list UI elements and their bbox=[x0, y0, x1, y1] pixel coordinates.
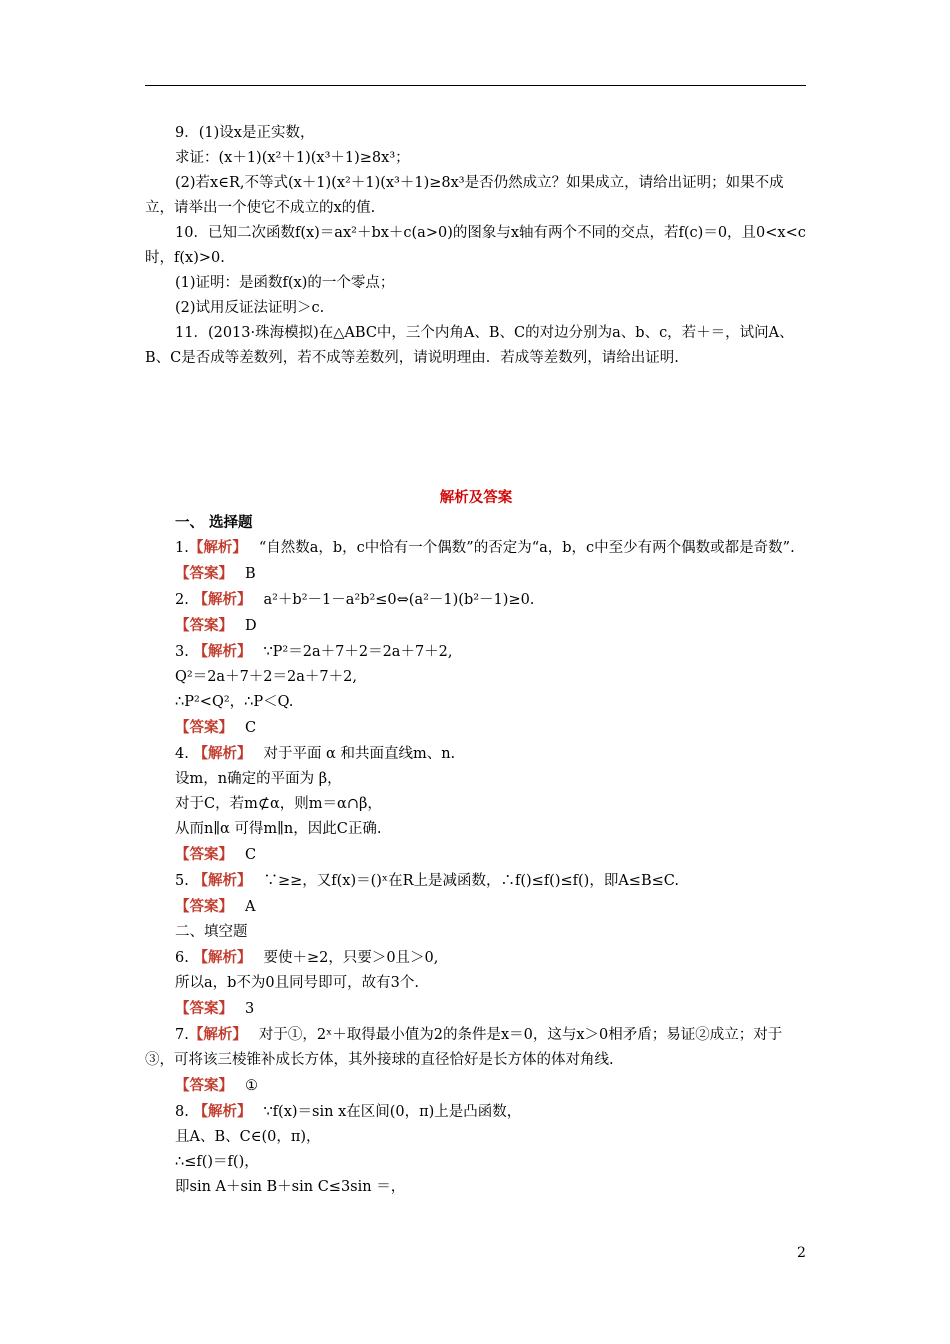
analysis-text: ∵f(x)＝sin x在区间(0，π)上是凸函数， bbox=[263, 1104, 522, 1120]
answer-7-result bbox=[145, 1073, 807, 1099]
answer-6-line2: 所以a，b不为0且同号即可，故有3个. bbox=[175, 975, 419, 991]
answer-value: B bbox=[245, 566, 256, 582]
analysis-tag: 【解析】 bbox=[193, 872, 252, 889]
q10-part1: (1)证明：是函数f(x)的一个零点； bbox=[175, 275, 395, 291]
answer-8-line3: ∴≤f()＝f()， bbox=[175, 1154, 259, 1170]
answer-value: C bbox=[245, 847, 257, 863]
analysis-text: a²＋b²－1－a²b²≤0⇔(a²－1)(b²－1)≥0. bbox=[263, 592, 535, 608]
analysis-tag: 【解析】 bbox=[193, 1103, 252, 1120]
analysis-text: 对于①，2ˣ＋取得最小值为2的条件是x＝0，这与x＞0相矛盾；易证②成立；对于③，可将该三棱锥补成长方体，其外接球的直径恰好是长方体的体对角线. bbox=[145, 1027, 783, 1068]
answer-4-line4: 从而n∥α 可得m∥n，因此C正确. bbox=[175, 821, 382, 837]
answer-value: A bbox=[245, 899, 256, 915]
answer-8-line2: 且A、B、C∈(0，π)， bbox=[175, 1129, 321, 1145]
answer-7-analysis bbox=[145, 1022, 807, 1073]
answer-6-analysis bbox=[145, 945, 807, 971]
answer-2-result bbox=[145, 613, 807, 639]
answer-tag: 【答案】 bbox=[175, 898, 233, 915]
answer-3-analysis bbox=[145, 639, 807, 665]
spacer bbox=[145, 371, 807, 485]
analysis-text: 对于平面 α 和共面直线m、n. bbox=[263, 746, 456, 762]
page-number: 2 bbox=[797, 1245, 806, 1261]
answer-number: 1. bbox=[175, 540, 189, 556]
header-rule bbox=[145, 85, 806, 86]
answer-number: 4. bbox=[175, 746, 189, 762]
answer-number: 5. bbox=[175, 873, 189, 889]
answer-5-analysis bbox=[145, 868, 807, 894]
answer-2-analysis bbox=[145, 587, 807, 613]
answer-tag: 【答案】 bbox=[175, 719, 233, 736]
answer-1-analysis bbox=[145, 535, 807, 561]
analysis-text: ∵≥≥，又f(x)＝()ˣ在R上是减函数，∴f()≤f()≤f()，即A≤B≤C. bbox=[263, 873, 679, 889]
answer-1-result bbox=[145, 561, 807, 587]
analysis-text: ∵P²＝2a＋7＋2＝2a＋7＋2, bbox=[263, 644, 453, 660]
answer-number: 8. bbox=[175, 1104, 189, 1120]
answers-title: 解析及答案 bbox=[439, 489, 513, 506]
section-choice-heading: 一、 选择题 bbox=[175, 514, 253, 531]
q10-part2: (2)试用反证法证明＞c. bbox=[175, 300, 325, 316]
answer-3-line3: ∴P²<Q²，∴P＜Q. bbox=[175, 694, 294, 710]
answer-number: 2. bbox=[175, 592, 189, 608]
answer-8-analysis bbox=[145, 1099, 807, 1125]
q11-stem: 11．(2013·珠海模拟)在△ABC中，三个内角A、B、C的对边分别为a、b、c，若＋＝，试问A、B、C是否成等差数列，若不成等差数列，请说明理由．若成等差数列，请给出证明. bbox=[145, 325, 794, 366]
answer-value: D bbox=[245, 618, 257, 634]
answer-3-line2: Q²＝2a＋7＋2＝2a＋7＋2, bbox=[175, 669, 357, 685]
q9-line1: 9．(1)设x是正实数， bbox=[175, 125, 315, 141]
answer-tag: 【答案】 bbox=[175, 1077, 233, 1094]
answer-8-line4: 即sin A＋sin B＋sin C≤3sin ＝， bbox=[175, 1179, 406, 1195]
answer-tag: 【答案】 bbox=[175, 617, 233, 634]
analysis-text: “自然数a，b，c中恰有一个偶数”的否定为“a，b，c中至少有两个偶数或都是奇数”. bbox=[258, 540, 795, 556]
answer-number: 3. bbox=[175, 644, 189, 660]
document-body bbox=[145, 121, 807, 1200]
analysis-tag: 【解析】 bbox=[193, 949, 252, 966]
answer-4-analysis bbox=[145, 741, 807, 767]
answer-tag: 【答案】 bbox=[175, 565, 233, 582]
answer-value: 3 bbox=[245, 1001, 255, 1017]
answer-tag: 【答案】 bbox=[175, 846, 233, 863]
q9-line2: 求证：(x＋1)(x²＋1)(x³＋1)≥8x³； bbox=[175, 150, 410, 166]
answer-value: C bbox=[245, 720, 257, 736]
analysis-tag: 【解析】 bbox=[188, 539, 247, 556]
analysis-tag: 【解析】 bbox=[193, 745, 252, 762]
answer-5-result bbox=[145, 894, 807, 920]
section-fill-heading: 二、填空题 bbox=[175, 924, 248, 940]
answer-number: 6. bbox=[175, 950, 189, 966]
analysis-tag: 【解析】 bbox=[193, 591, 252, 608]
answer-4-result bbox=[145, 842, 807, 868]
answer-number: 7. bbox=[175, 1027, 189, 1043]
answer-4-line2: 设m，n确定的平面为 β， bbox=[175, 771, 342, 787]
answer-4-line3: 对于C，若m⊄α，则m＝α∩β， bbox=[175, 796, 382, 812]
q9-part2: (2)若x∈R,不等式(x＋1)(x²＋1)(x³＋1)≥8x³是否仍然成立？如果成立，请给出证明；如果不成立，请举出一个使它不成立的x的值. bbox=[145, 175, 784, 216]
answer-3-result bbox=[145, 715, 807, 741]
answer-tag: 【答案】 bbox=[175, 1000, 233, 1017]
analysis-tag: 【解析】 bbox=[188, 1026, 247, 1043]
answer-6-result bbox=[145, 996, 807, 1022]
answer-value: ① bbox=[245, 1078, 258, 1094]
q10-stem: 10．已知二次函数f(x)＝ax²＋bx＋c(a>0)的图象与x轴有两个不同的交点，若f(c)＝0，且0<x<c时，f(x)>0. bbox=[145, 225, 806, 266]
analysis-tag: 【解析】 bbox=[193, 643, 252, 660]
analysis-text: 要使＋≥2，只要＞0且＞0, bbox=[263, 950, 439, 966]
